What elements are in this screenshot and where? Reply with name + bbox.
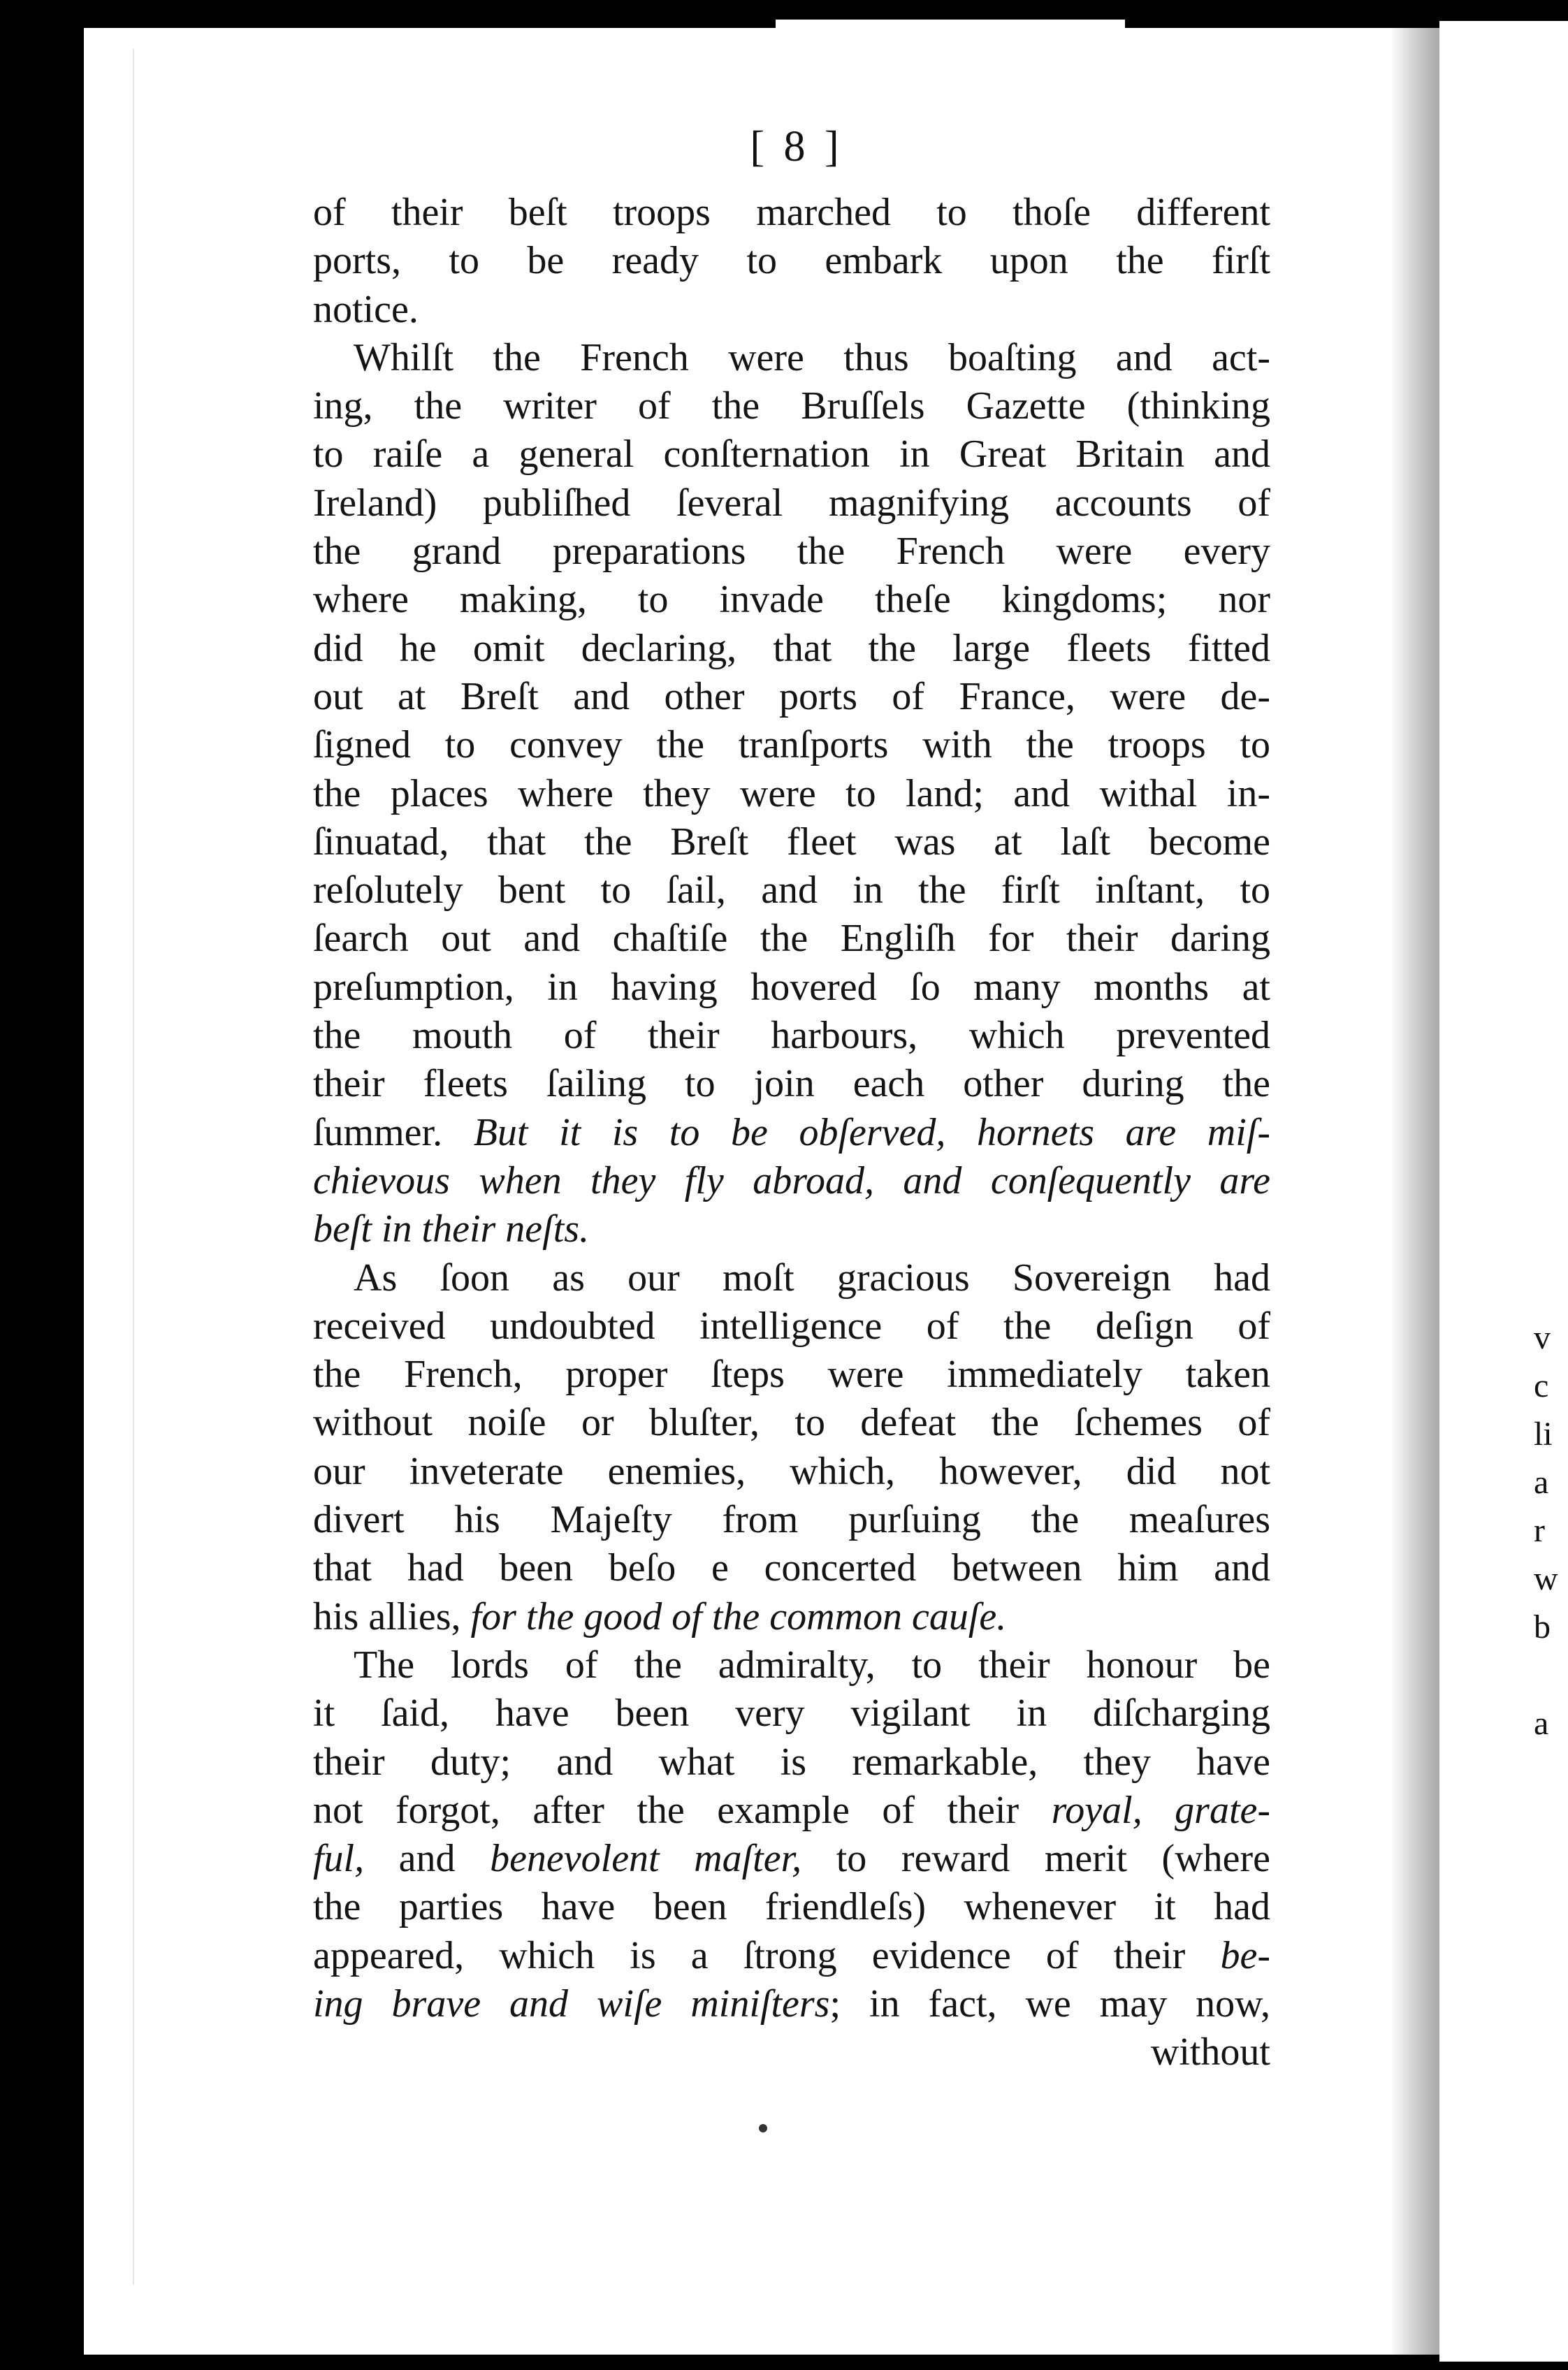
text-line [313,430,1270,479]
facing-page-text: v c li a r w b a [1534,1319,1558,1742]
roman-text: reſolutely bent to ſail, and in the firſt inſtant, to [313,868,1270,913]
text-line [313,1593,1270,1641]
roman-text: the grand preparations the French were every [313,530,1270,574]
text-line [313,964,1270,1012]
text-line [313,818,1270,866]
roman-text: ; in fact, we may now, [829,1982,1270,2026]
italic-text: benevolent maſter, [490,1837,802,1881]
text-line [313,673,1270,721]
roman-text: to raiſe a general conſternation in Great Britain and [313,432,1270,477]
text-line [313,770,1270,818]
text-line [313,1641,1270,1689]
italic-text: beſt in their neſts. [313,1207,590,1251]
text-line [313,1060,1270,1108]
text-line [313,382,1270,430]
text-line [313,1302,1270,1351]
roman-text: did he omit declaring, that the large fleets fitted [313,626,1270,670]
page-number: [ 8 ] [750,123,843,170]
roman-text: appeared, which is a ſtrong evidence of their [313,1933,1221,1977]
roman-text: the places where they were to land; and withal in- [313,771,1270,815]
text-line [313,1205,1270,1253]
roman-text: our inveterate enemies, which, however, did not [313,1449,1270,1493]
italic-text: ful, [313,1837,365,1881]
roman-text: ſigned to convey the tranſports with the troops to [313,723,1270,767]
roman-text: out at Breſt and other ports of France, were de- [313,674,1270,718]
text-line [313,1109,1270,1157]
roman-text: his allies, [313,1594,471,1638]
text-line [313,1254,1270,1302]
text-line [313,2028,1270,2077]
text-line [313,237,1270,285]
text-line [313,576,1270,624]
italic-text: for the good of the common cauſe. [470,1594,1007,1638]
roman-text: the mouth of their harbours, which prevented [313,1014,1270,1058]
italic-text: be- [1220,1933,1270,1977]
body-text [313,189,1270,2077]
text-line [313,1448,1270,1496]
text-line [313,1980,1270,2028]
roman-text: received undoubted intelligence of the deſign of [313,1304,1270,1348]
text-line [313,1883,1270,1931]
roman-text: Ireland) publiſhed ſeveral magnifying accounts of [313,481,1270,525]
roman-text: ſinuatad, that the Breſt fleet was at laſt become [313,820,1270,864]
text-line [313,1787,1270,1835]
roman-text: the parties have been friendleſs) whenever it had [313,1885,1270,1929]
text-line [313,1835,1270,1883]
roman-text: The lords of the admiralty, to their honour be [354,1643,1270,1687]
ink-speck [759,2124,767,2132]
roman-text: to reward merit (where [801,1837,1270,1881]
roman-text: their fleets ſailing to join each other during the [313,1062,1270,1106]
roman-text: where making, to invade theſe kingdoms; nor [313,578,1270,622]
italic-text: But it is to be obſerved, hornets are miſ- [473,1110,1271,1154]
text-line [313,334,1270,382]
text-line [313,528,1270,576]
roman-text: and [364,1837,491,1881]
italic-text: chievous when they fly abroad, and conſequently are [313,1158,1270,1202]
roman-text: ſearch out and chaſtiſe the Engliſh for their daring [313,917,1270,961]
text-line [313,1012,1270,1060]
text-line [313,1544,1270,1592]
facing-page-edge [1439,21,1568,2362]
italic-text: ing brave and wiſe miniſters [313,1982,830,2026]
book-gutter [1391,28,1439,2355]
text-line [313,721,1270,769]
roman-text: their duty; and what is remarkable, they have [313,1740,1270,1784]
roman-text: not forgot, after the example of their [313,1788,1052,1832]
roman-text: ing, the writer of the Bruſſels Gazette (thinking [313,384,1270,428]
roman-text: ſummer. [313,1110,474,1154]
text-line [313,189,1270,237]
italic-text: royal, grate- [1051,1788,1271,1832]
text-line [313,1157,1270,1205]
roman-text: Whilſt the French were thus boaſting and act- [354,335,1270,379]
roman-text: notice. [313,287,419,331]
roman-text: the French, proper ſteps were immediately taken [313,1353,1270,1397]
text-line [313,1689,1270,1738]
text-line [313,915,1270,963]
roman-text: ports, to be ready to embark upon the firſt [313,239,1270,283]
roman-text: it ſaid, have been very vigilant in diſcharging [313,1692,1270,1736]
text-line [313,1351,1270,1399]
text-line [313,1496,1270,1544]
roman-text: As ſoon as our moſt gracious Sovereign had [354,1256,1270,1300]
text-line [313,1932,1270,1980]
text-line [313,286,1270,334]
text-line [313,1738,1270,1787]
roman-text: that had been beſo e concerted between him and [313,1546,1270,1590]
text-line [313,866,1270,915]
roman-text: of their beſt troops marched to thoſe different [313,191,1270,234]
text-line [313,625,1270,673]
roman-text: preſumption, in having hovered ſo many months at [313,965,1270,1009]
roman-text: divert his Majeſty from purſuing the meaſures [313,1498,1270,1542]
text-line [313,1399,1270,1447]
text-line [313,479,1270,528]
page-top-edge [776,20,1125,28]
roman-text: without noiſe or bluſter, to defeat the ſchemes of [313,1401,1270,1445]
roman-text: without [1150,2030,1270,2074]
